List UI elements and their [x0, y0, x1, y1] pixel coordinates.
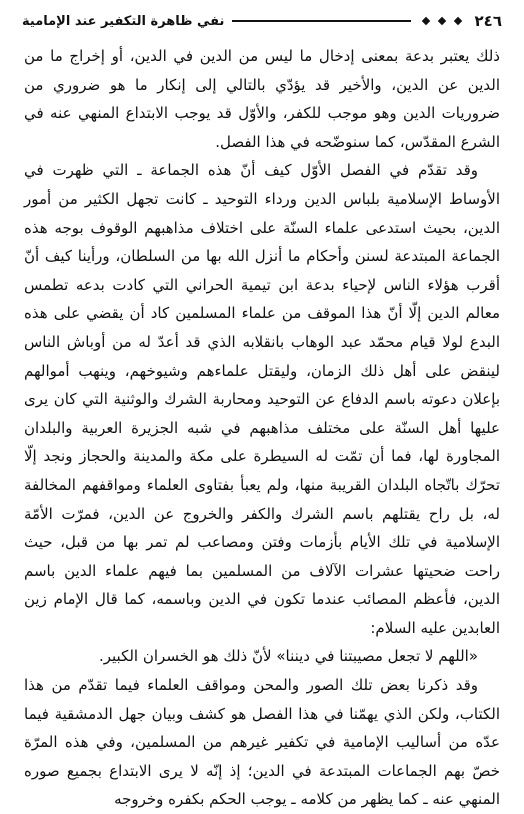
paragraph-4: وقد ذكرنا بعض تلك الصور والمحن ومواقف العلماء فيما تقدّم من هذا الكتاب، ولكن الذي يهمّنا في هذا الفصل هو كشف وبيان جهل الدمشقية فيما عدّه من أساليب الإمامية في تكفير غيرهم من المسلمين، وفي هذه المرّة خصّ بهم الجماعات المبتدعة في الدين؛ إذ إنّه لا يرى الابتداع بجميع صوره المنهي عنه ـ كما يظهر من كلامه ـ يوجب الحكم بكفره وخروجه	[24, 676, 500, 809]
page-header	[22, 6, 502, 36]
paragraph-2: وقد تقدّم في الفصل الأوّل كيف أنّ هذه الجماعة ـ التي ظهرت في الأوساط الإسلامية بلباس الدين ورداء التوحيد ـ كانت تجهل الكثير من أمور الدين، بحيث استدعى علماء السنّة على اختلاف مذاهبهم الوقوف بوجه هذه الجماعة المبتدعة لسنن وأحكام ما أنزل الله بها من السلطان، ورأينا كيف أنّ أقرب هؤلاء الناس لإحياء بدعة ابن تيمية الحراني التي كادت بدعه تطمس معالم الدين إلّا أنّ هذا الموقف من علماء المسلمين كاد أن يقضي على هذه البدع لولا قيام محمّد عبد الوهاب بانقلابه الذي قد أعدّ له من أوباش الناس لينقض على أهل ذلك الزمان، وليقتل علماءهم وشيوخهم، وينهب أموالهم بإعلان دعوته باسم الدفاع عن التوحيد ومحاربة الشرك والوثنية التي كان يرى عليها أهل السنّة على مختلف مذاهبهم في شبه الجزيرة العربية والبلدان المجاورة لها، فما أن تمّت له السيطرة على مكة والمدينة والحجاز ونجد إلّا تحرّك باتّجاه البلدان القريبة منها، ولم يعبأ بفتاوى العلماء ومواقفهم المخالفة له، بل راح يقتلهم باسم الشرك والكفر والخروج عن الدين، فمرّت الأمّة الإسلامية في تلك الأيام بأزمات وفتن ومصاعب لم تمر بها من قبل، حيث راحت ضحيتها عشرات الآلاف من المسلمين بما فيهم علماء الدين باسم الدين، فأعظم المصائب عندما تكون في الدين وباسمه، كما قال الإمام زين العابدين عليه السلام:	[24, 161, 500, 637]
diamond-ornament-icon	[418, 18, 466, 24]
header-rule	[232, 20, 410, 21]
running-title: نفي ظاهرة التكفير عند الإمامية	[22, 13, 225, 29]
page-number: ٢٤٦	[474, 12, 502, 30]
body-text	[24, 42, 500, 814]
paragraph-1: ذلك يعتبر بدعة بمعنى إدخال ما ليس من الدين في الدين، أو إخراج ما من الدين عن الدين، والأخير قد يؤدّي بالتالي إلى إنكار ما هو ضروري من ضروريات الدين وهو موجب للكفر، والأوّل قد يوجب الابتداع المنهي عنه في الشرع المقدّس، كما سنوضّحه في هذا الفصل.	[24, 47, 500, 151]
quote-paragraph: «اللهم لا تجعل مصيبتنا في ديننا» لأنّ ذلك هو الخسران الكبير.	[98, 647, 478, 666]
